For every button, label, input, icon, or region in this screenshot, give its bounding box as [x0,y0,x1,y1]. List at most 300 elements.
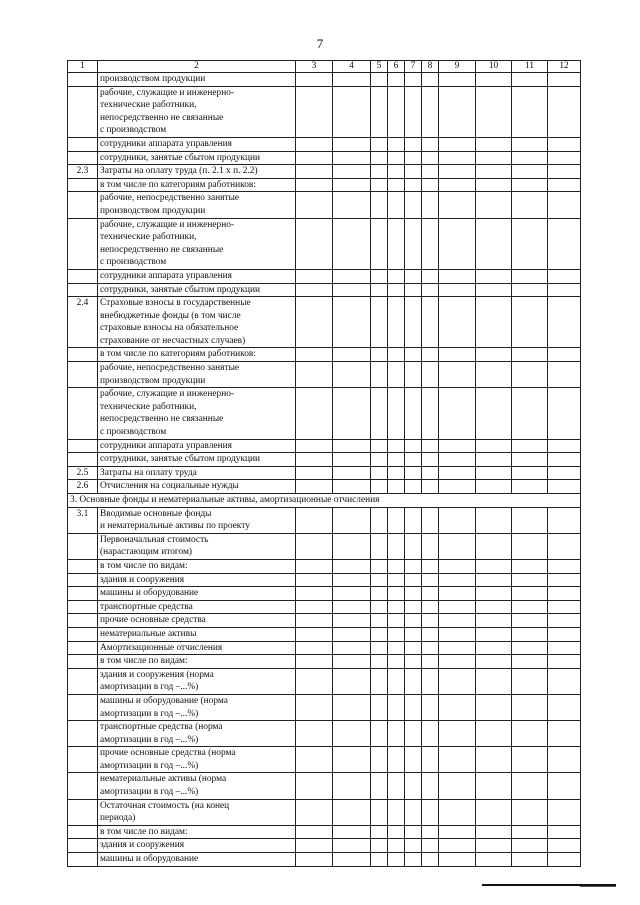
value-cell [296,853,333,867]
value-cell [371,507,388,533]
row-label: Вводимые основные фонды и нематериальные активы по проекту [98,507,296,533]
value-cell [439,218,476,269]
value-cell [476,799,512,825]
row-label: сотрудники аппарата управления [98,269,296,283]
row-label: сотрудники, занятые сбытом продукции [98,151,296,165]
row-number [68,348,98,362]
value-cell [333,533,371,559]
value-cell [296,480,333,494]
value-cell [439,614,476,628]
value-cell [296,559,333,573]
row-label: транспортные средства [98,600,296,614]
value-cell [405,641,422,655]
value-cell [422,747,439,773]
value-cell [405,165,422,179]
value-cell [512,137,548,151]
value-cell [371,573,388,587]
row-label: Остаточная стоимость (на конец периода) [98,799,296,825]
row-number [68,151,98,165]
value-cell [422,614,439,628]
row-number: 2.4 [68,297,98,348]
row-label: производством продукции [98,73,296,87]
value-cell [405,627,422,641]
value-cell [422,600,439,614]
value-cell [476,466,512,480]
value-cell [371,641,388,655]
value-cell [422,533,439,559]
row-label: в том числе по видам: [98,825,296,839]
value-cell [439,668,476,694]
value-cell [422,507,439,533]
table-row [68,853,581,867]
value-cell [476,192,512,218]
value-cell [388,614,405,628]
value-cell [371,747,388,773]
row-number [68,641,98,655]
value-cell [548,348,581,362]
value-cell [422,668,439,694]
table-row [68,641,581,655]
value-cell [512,388,548,439]
value-cell [548,825,581,839]
row-label: рабочие, служащие и инженерно- технические работники, непосредственно не связанные с производством [98,218,296,269]
value-cell [405,573,422,587]
value-cell [476,86,512,137]
row-number: 2.6 [68,480,98,494]
value-cell [296,165,333,179]
value-cell [405,218,422,269]
value-cell [405,747,422,773]
value-cell [405,151,422,165]
header-cell: 2 [98,61,296,73]
value-cell [422,165,439,179]
value-cell [388,773,405,799]
table-row [68,453,581,467]
value-cell [388,600,405,614]
value-cell [371,773,388,799]
value-cell [439,853,476,867]
value-cell [476,721,512,747]
value-cell [548,721,581,747]
value-cell [476,283,512,297]
row-number [68,747,98,773]
value-cell [296,507,333,533]
value-cell [439,348,476,362]
value-cell [476,573,512,587]
value-cell [422,655,439,669]
table-row [68,192,581,218]
table-row [68,559,581,573]
value-cell [439,600,476,614]
table-row [68,600,581,614]
value-cell [405,178,422,192]
value-cell [405,269,422,283]
value-cell [476,839,512,853]
value-cell [333,853,371,867]
value-cell [296,641,333,655]
value-cell [512,641,548,655]
row-label: Страховые взносы в государственные внебюджетные фонды (в том числе страховые взносы на обязательное страхование от несчастных случаев) [98,297,296,348]
value-cell [296,825,333,839]
value-cell [422,825,439,839]
value-cell [512,151,548,165]
value-cell [512,218,548,269]
value-cell [476,694,512,720]
row-label: рабочие, непосредственно занятые производством продукции [98,192,296,218]
value-cell [422,839,439,853]
value-cell [422,388,439,439]
table-row [68,86,581,137]
row-label: в том числе по видам: [98,655,296,669]
value-cell [476,614,512,628]
value-cell [296,694,333,720]
value-cell [439,799,476,825]
value-cell [388,747,405,773]
value-cell [548,507,581,533]
table-row [68,587,581,601]
data-table [67,60,581,867]
value-cell [296,137,333,151]
table-row [68,388,581,439]
value-cell [388,480,405,494]
value-cell [548,587,581,601]
row-label: сотрудники, занятые сбытом продукции [98,283,296,297]
value-cell [405,480,422,494]
value-cell [405,283,422,297]
value-cell [439,587,476,601]
value-cell [371,137,388,151]
header-cell: 7 [405,61,422,73]
row-number [68,721,98,747]
value-cell [388,587,405,601]
row-label: здания и сооружения [98,839,296,853]
row-label: рабочие, непосредственно занятые производством продукции [98,362,296,388]
value-cell [388,297,405,348]
value-cell [405,466,422,480]
value-cell [476,218,512,269]
value-cell [439,747,476,773]
value-cell [333,439,371,453]
value-cell [476,480,512,494]
table-row [68,825,581,839]
value-cell [388,799,405,825]
value-cell [512,507,548,533]
value-cell [512,362,548,388]
value-cell [548,218,581,269]
value-cell [371,348,388,362]
row-label: здания и сооружения [98,573,296,587]
value-cell [296,283,333,297]
table-row [68,668,581,694]
table-row [68,151,581,165]
value-cell [439,283,476,297]
value-cell [371,283,388,297]
row-label: рабочие, служащие и инженерно- технические работники, непосредственно не связанные с производством [98,86,296,137]
value-cell [548,573,581,587]
value-cell [548,655,581,669]
value-cell [371,73,388,87]
value-cell [371,799,388,825]
value-cell [422,192,439,218]
value-cell [548,73,581,87]
header-cell: 8 [422,61,439,73]
value-cell [422,559,439,573]
value-cell [405,721,422,747]
value-cell [333,655,371,669]
value-cell [371,533,388,559]
value-cell [388,73,405,87]
value-cell [476,297,512,348]
value-cell [371,600,388,614]
value-cell [333,694,371,720]
value-cell [333,668,371,694]
value-cell [296,655,333,669]
value-cell [476,627,512,641]
value-cell [512,600,548,614]
value-cell [512,773,548,799]
value-cell [296,348,333,362]
value-cell [422,587,439,601]
value-cell [296,721,333,747]
value-cell [371,587,388,601]
row-label: сотрудники, занятые сбытом продукции [98,453,296,467]
value-cell [388,839,405,853]
value-cell [405,507,422,533]
value-cell [512,283,548,297]
value-cell [512,269,548,283]
value-cell [333,773,371,799]
row-number [68,799,98,825]
row-label: в том числе по категориям работников: [98,178,296,192]
value-cell [548,694,581,720]
value-cell [405,799,422,825]
table-row [68,297,581,348]
value-cell [422,773,439,799]
value-cell [548,269,581,283]
value-cell [371,151,388,165]
header-cell: 3 [296,61,333,73]
value-cell [548,453,581,467]
value-cell [371,655,388,669]
value-cell [296,799,333,825]
value-cell [548,627,581,641]
value-cell [405,587,422,601]
value-cell [422,627,439,641]
footer-rule-end [580,886,616,887]
value-cell [476,73,512,87]
value-cell [439,178,476,192]
value-cell [405,297,422,348]
row-label: Отчисления на социальные нужды [98,480,296,494]
value-cell [296,192,333,218]
value-cell [388,218,405,269]
value-cell [371,178,388,192]
value-cell [333,839,371,853]
value-cell [439,453,476,467]
value-cell [422,348,439,362]
value-cell [512,480,548,494]
row-number [68,178,98,192]
value-cell [476,439,512,453]
row-number [68,655,98,669]
value-cell [422,269,439,283]
value-cell [296,453,333,467]
value-cell [333,218,371,269]
value-cell [296,773,333,799]
value-cell [512,192,548,218]
value-cell [439,627,476,641]
value-cell [296,533,333,559]
value-cell [548,178,581,192]
row-label: сотрудники аппарата управления [98,137,296,151]
value-cell [512,533,548,559]
value-cell [548,533,581,559]
table-row [68,218,581,269]
value-cell [333,297,371,348]
table-row [68,655,581,669]
value-cell [548,137,581,151]
row-number [68,839,98,853]
table-row [68,773,581,799]
value-cell [296,573,333,587]
value-cell [476,507,512,533]
value-cell [333,614,371,628]
value-cell [371,825,388,839]
row-label: Первоначальная стоимость (нарастающим итогом) [98,533,296,559]
value-cell [388,283,405,297]
value-cell [512,853,548,867]
header-cell: 1 [68,61,98,73]
table-row [68,73,581,87]
row-number: 2.5 [68,466,98,480]
value-cell [476,533,512,559]
table-row [68,614,581,628]
value-cell [476,747,512,773]
value-cell [371,388,388,439]
value-cell [333,587,371,601]
value-cell [296,747,333,773]
value-cell [548,283,581,297]
value-cell [422,73,439,87]
value-cell [371,614,388,628]
row-label: в том числе по видам: [98,559,296,573]
value-cell [439,694,476,720]
value-cell [296,73,333,87]
header-cell: 9 [439,61,476,73]
row-number [68,533,98,559]
value-cell [371,668,388,694]
header-cell: 11 [512,61,548,73]
value-cell [296,600,333,614]
value-cell [388,453,405,467]
value-cell [371,165,388,179]
value-cell [388,86,405,137]
value-cell [512,839,548,853]
row-number [68,587,98,601]
value-cell [296,439,333,453]
value-cell [388,178,405,192]
value-cell [476,825,512,839]
table-row [68,178,581,192]
table-row [68,348,581,362]
row-number [68,573,98,587]
row-label: нематериальные активы (норма амортизации в год –...%) [98,773,296,799]
value-cell [405,853,422,867]
value-cell [548,480,581,494]
value-cell [333,137,371,151]
section-title: 3. Основные фонды и нематериальные активы, амортизационные отчисления [68,494,581,508]
value-cell [333,362,371,388]
value-cell [548,668,581,694]
value-cell [548,192,581,218]
value-cell [476,165,512,179]
value-cell [422,480,439,494]
row-number [68,73,98,87]
value-cell [422,218,439,269]
value-cell [422,641,439,655]
value-cell [388,655,405,669]
value-cell [371,86,388,137]
row-label: машины и оборудование [98,587,296,601]
row-number [68,362,98,388]
value-cell [512,439,548,453]
value-cell [296,668,333,694]
value-cell [371,694,388,720]
value-cell [512,655,548,669]
row-label: рабочие, служащие и инженерно- технические работники, непосредственно не связанные с производством [98,388,296,439]
row-number: 2.3 [68,165,98,179]
value-cell [512,747,548,773]
table-row [68,362,581,388]
value-cell [371,269,388,283]
value-cell [388,439,405,453]
value-cell [422,137,439,151]
value-cell [476,269,512,283]
table-row [68,747,581,773]
value-cell [296,839,333,853]
header-cell: 4 [333,61,371,73]
value-cell [371,218,388,269]
value-cell [512,799,548,825]
value-cell [548,151,581,165]
row-label: прочие основные средства [98,614,296,628]
value-cell [548,614,581,628]
value-cell [333,453,371,467]
value-cell [333,348,371,362]
value-cell [388,825,405,839]
value-cell [405,73,422,87]
row-number [68,773,98,799]
value-cell [476,853,512,867]
value-cell [333,165,371,179]
table-row [68,283,581,297]
section-row [68,494,581,508]
value-cell [333,283,371,297]
row-number: 3.1 [68,507,98,533]
value-cell [405,137,422,151]
value-cell [405,533,422,559]
value-cell [405,773,422,799]
value-cell [371,466,388,480]
value-cell [333,799,371,825]
value-cell [371,627,388,641]
value-cell [296,86,333,137]
value-cell [512,614,548,628]
row-number [68,559,98,573]
value-cell [405,192,422,218]
value-cell [512,348,548,362]
value-cell [548,799,581,825]
